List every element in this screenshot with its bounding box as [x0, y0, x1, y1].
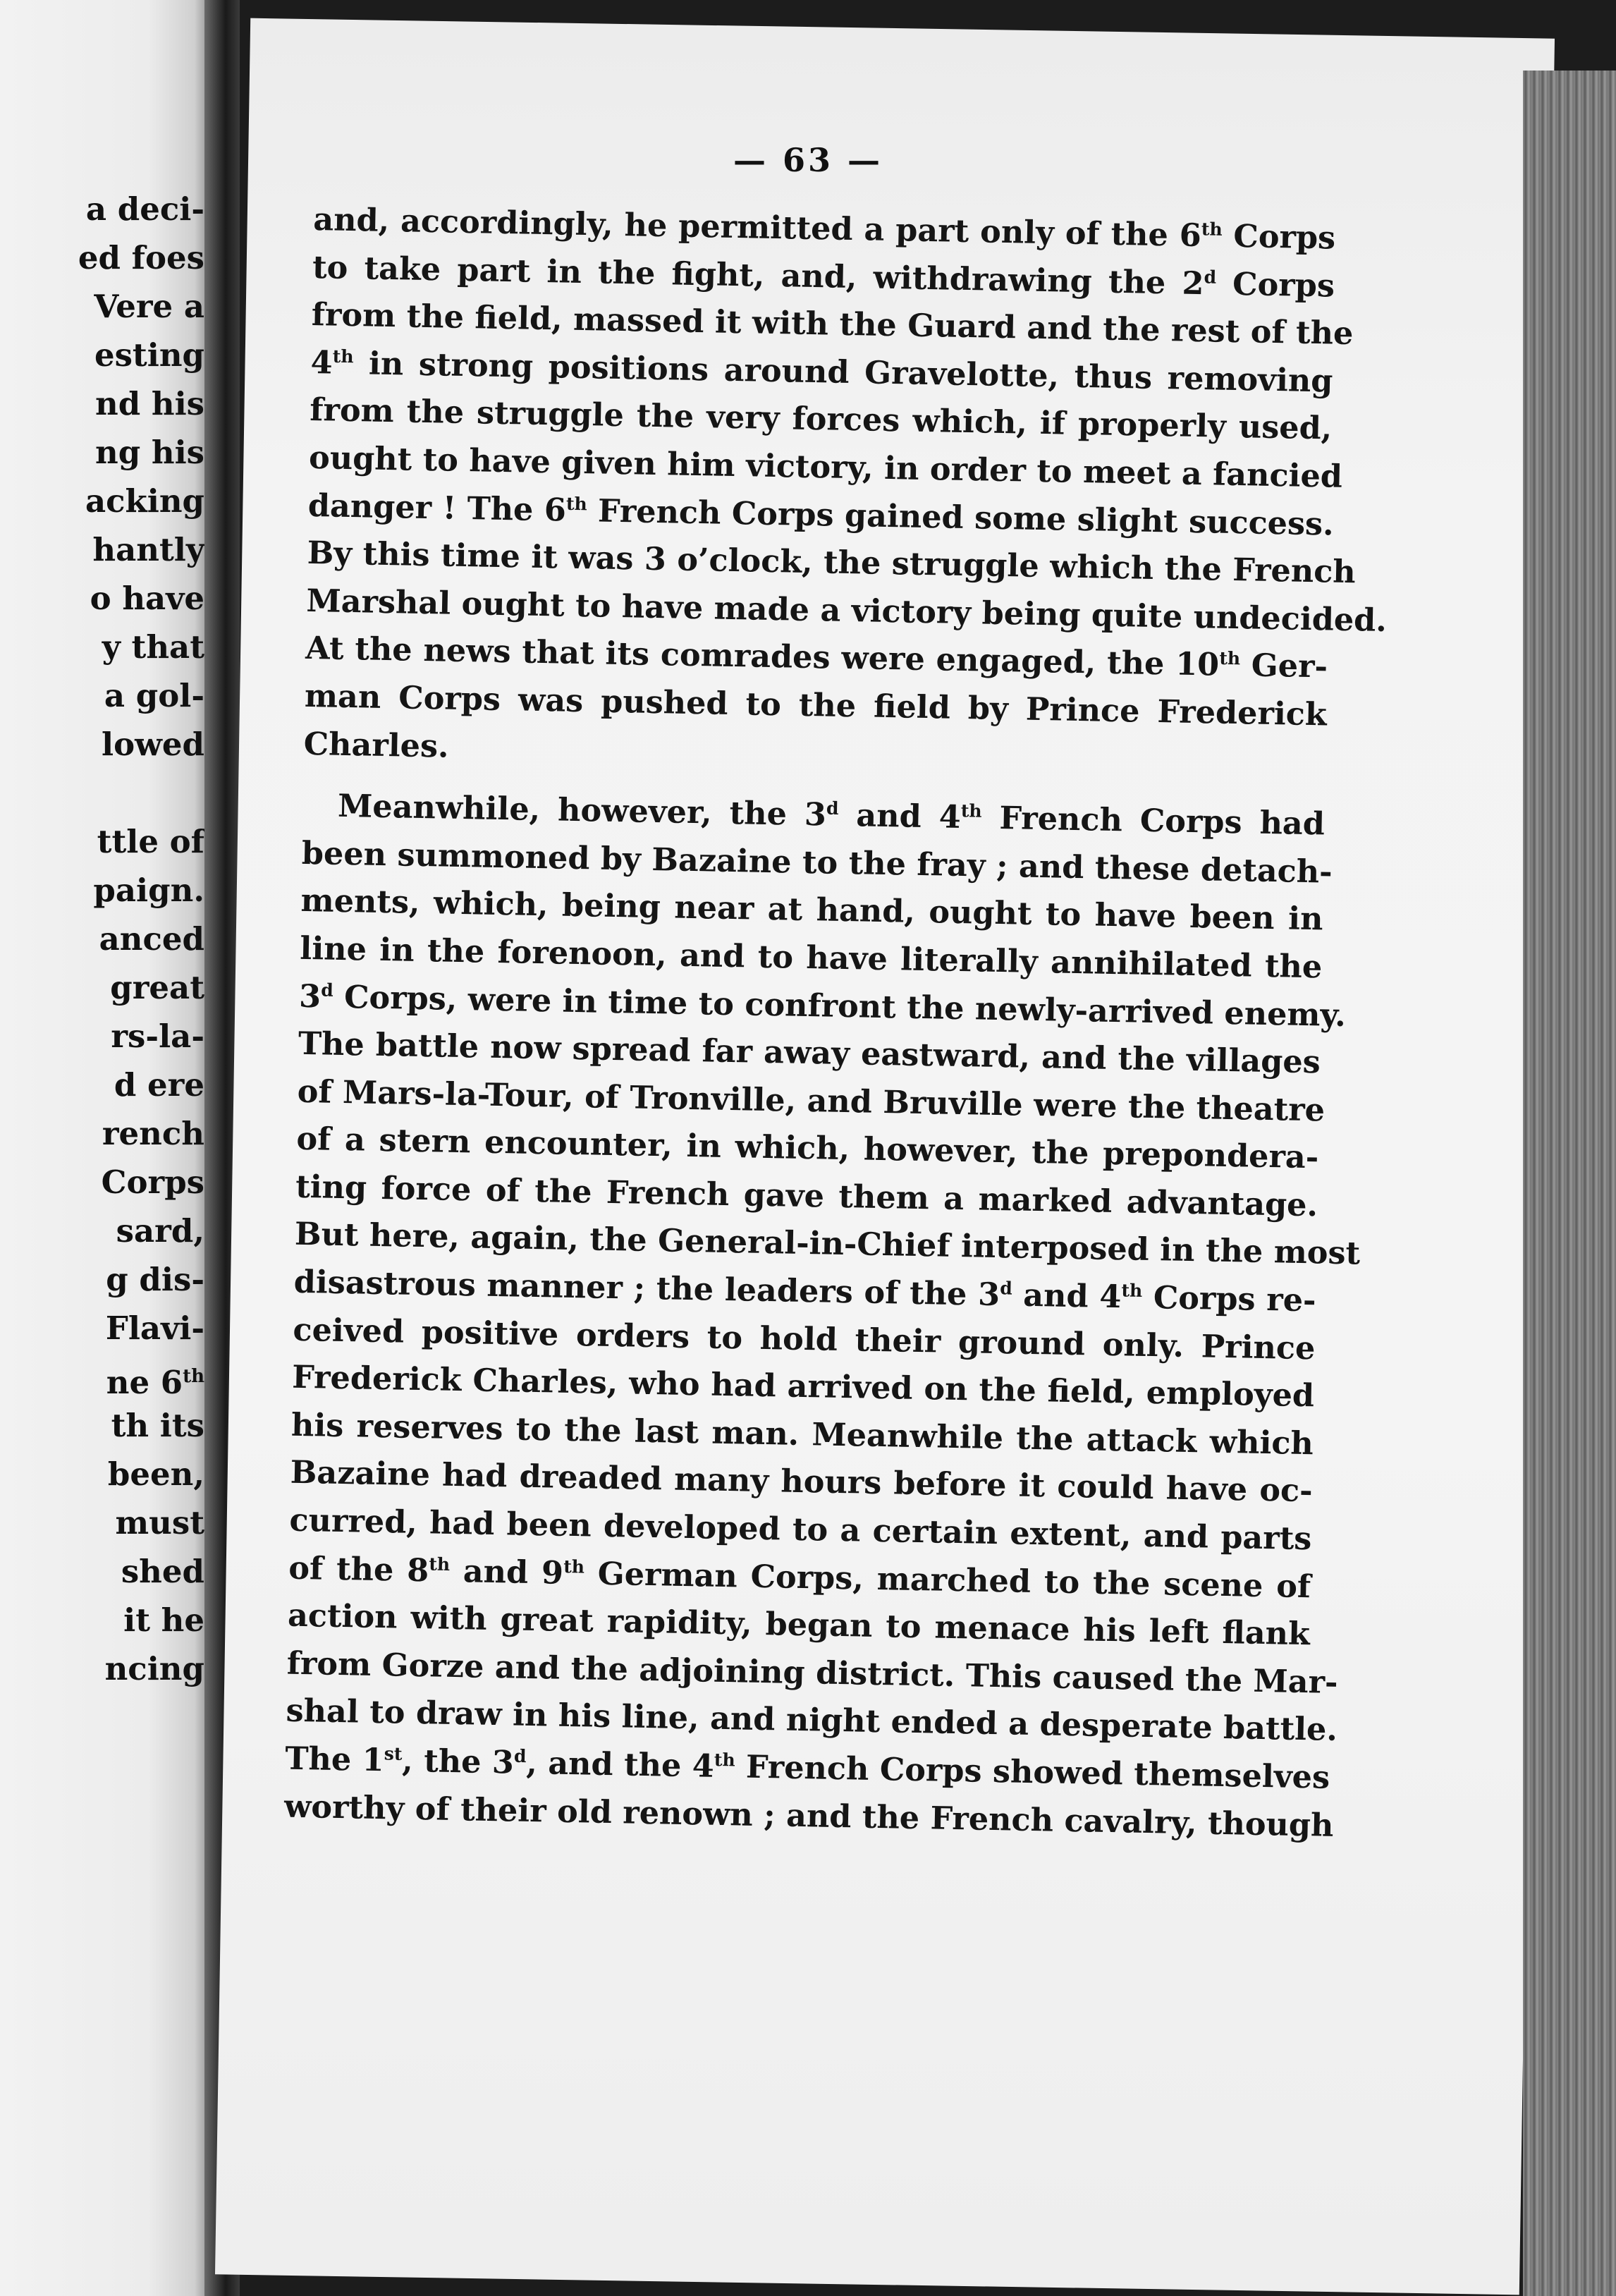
text-line: disastrous manner ; the leaders of the 3$^d$ and 4th Corps re-	[293, 1263, 1316, 1319]
text-line: worthy of their old renown ; and the French cavalry, though	[283, 1788, 1334, 1844]
text-line: been summoned by Bazaine to the fray ; and these detach-	[301, 834, 1333, 891]
text-line: But here, again, the General-in-Chief interposed in the most	[294, 1216, 1361, 1272]
text-line: Bazaine had dreaded many hours before it could have oc-	[290, 1454, 1314, 1510]
previous-page-line: acking	[85, 482, 204, 520]
text-line: ought to have given him victory, in order to meet a fancied	[308, 439, 1343, 495]
page-number: — 63 —	[733, 141, 883, 179]
text-line: Frederick Charles, who had arrived on the field, employed	[291, 1358, 1315, 1415]
text-line: action with great rapidity, began to menace his left flank	[287, 1596, 1311, 1653]
text-line: of Mars-la-Tour, of Tronville, and Bruville were the theatre	[297, 1073, 1326, 1129]
previous-page-line: o have	[90, 580, 204, 617]
text-line: 4th in strong positions around Gravelotte, thus removing	[310, 343, 1333, 400]
previous-page-line: ncing	[104, 1650, 204, 1687]
previous-page-line: must	[115, 1504, 204, 1541]
previous-page-line: th its	[111, 1407, 204, 1444]
previous-page-line: paign.	[93, 872, 204, 909]
text-line: ments, which, being near at hand, ought to have been in	[300, 882, 1323, 938]
previous-page-line: Corps	[101, 1164, 204, 1201]
text-line: Meanwhile, however, the 3$^d$ and 4th French Corps had	[337, 787, 1326, 843]
previous-page-line: ne 6th	[106, 1364, 204, 1401]
previous-page-line: sard,	[116, 1212, 204, 1250]
previous-page-line: ng his	[95, 434, 204, 471]
previous-page-line: a gol-	[104, 677, 204, 714]
text-line: The 1st, the 3$^d$, and the 4th French Corps showed themselves	[284, 1740, 1330, 1796]
text-line: from Gorze and the adjoining district. This caused the Mar-	[286, 1644, 1339, 1701]
text-line: At the news that its comrades were engaged, the 10th Ger-	[305, 630, 1328, 685]
previous-page-line: esting	[94, 336, 204, 374]
text-line: Marshal ought to have made a victory being quite undecided.	[306, 582, 1388, 639]
previous-page	[0, 0, 212, 2296]
text-line: man Corps was pushed to the field by Prince Frederick	[304, 677, 1328, 733]
text-line: to take part in the fight, and, withdrawing the 2$^d$ Corps	[312, 248, 1335, 305]
previous-page-line: nd his	[95, 385, 204, 422]
text-line: ceived positive orders to hold their ground only. Prince	[293, 1311, 1316, 1367]
text-line: of the 8th and 9th German Corps, marched to the scene of	[288, 1549, 1311, 1605]
previous-page-line: lowed	[102, 726, 204, 763]
previous-page-line	[0, 769, 204, 817]
previous-page-line: d ere	[114, 1066, 204, 1104]
previous-page-line: rench	[102, 1115, 204, 1152]
text-line: from the field, massed it with the Guard and the rest of the	[311, 296, 1354, 353]
text-line: and, accordingly, he permitted a part only of the 6th Corps	[312, 200, 1336, 257]
previous-page-line: anced	[99, 920, 204, 958]
text-line: The battle now spread far away eastward, and the villages	[298, 1025, 1321, 1081]
previous-page-line: hantly	[92, 531, 204, 568]
body-text	[283, 196, 1388, 1849]
text-line: from the struggle the very forces which, if properly used,	[309, 391, 1333, 447]
text-line: ting force of the French gave them a marked advantage.	[295, 1168, 1318, 1224]
previous-page-line: shed	[121, 1553, 204, 1590]
previous-page-line: y that	[102, 628, 204, 666]
previous-page-line: it he	[123, 1601, 204, 1639]
text-line: By this time it was 3 o’clock, the struggle which the French	[307, 535, 1357, 591]
previous-page-text	[0, 185, 204, 1693]
previous-page-line: rs-la-	[111, 1018, 204, 1055]
page-edges	[1523, 71, 1616, 2296]
previous-page-line: ed foes	[78, 239, 204, 276]
text-line: of a stern encounter, in which, however, the prepondera-	[296, 1120, 1319, 1176]
previous-page-line: g dis-	[106, 1261, 204, 1298]
text-line: Charles.	[303, 725, 450, 765]
previous-page-line: great	[110, 969, 204, 1006]
text-line: line in the forenoon, and to have literally annihilated the	[299, 929, 1323, 986]
text-line: his reserves to the last man. Meanwhile the attack which	[290, 1406, 1314, 1463]
text-line: curred, had been developed to a certain extent, and parts	[289, 1501, 1312, 1558]
previous-page-line: a deci-	[85, 190, 204, 228]
text-line: danger ! The 6th French Corps gained some slight success.	[307, 487, 1335, 543]
previous-page-line: Vere a	[94, 288, 204, 325]
previous-page-line: been,	[107, 1455, 204, 1493]
previous-page-line: Flavi-	[105, 1309, 204, 1347]
text-line: shal to draw in his line, and night ended a desperate battle.	[286, 1692, 1338, 1749]
previous-page-line: ttle of	[97, 823, 204, 860]
text-line: 3$^d$ Corps, were in time to confront the newly-arrived enemy.	[298, 977, 1347, 1034]
